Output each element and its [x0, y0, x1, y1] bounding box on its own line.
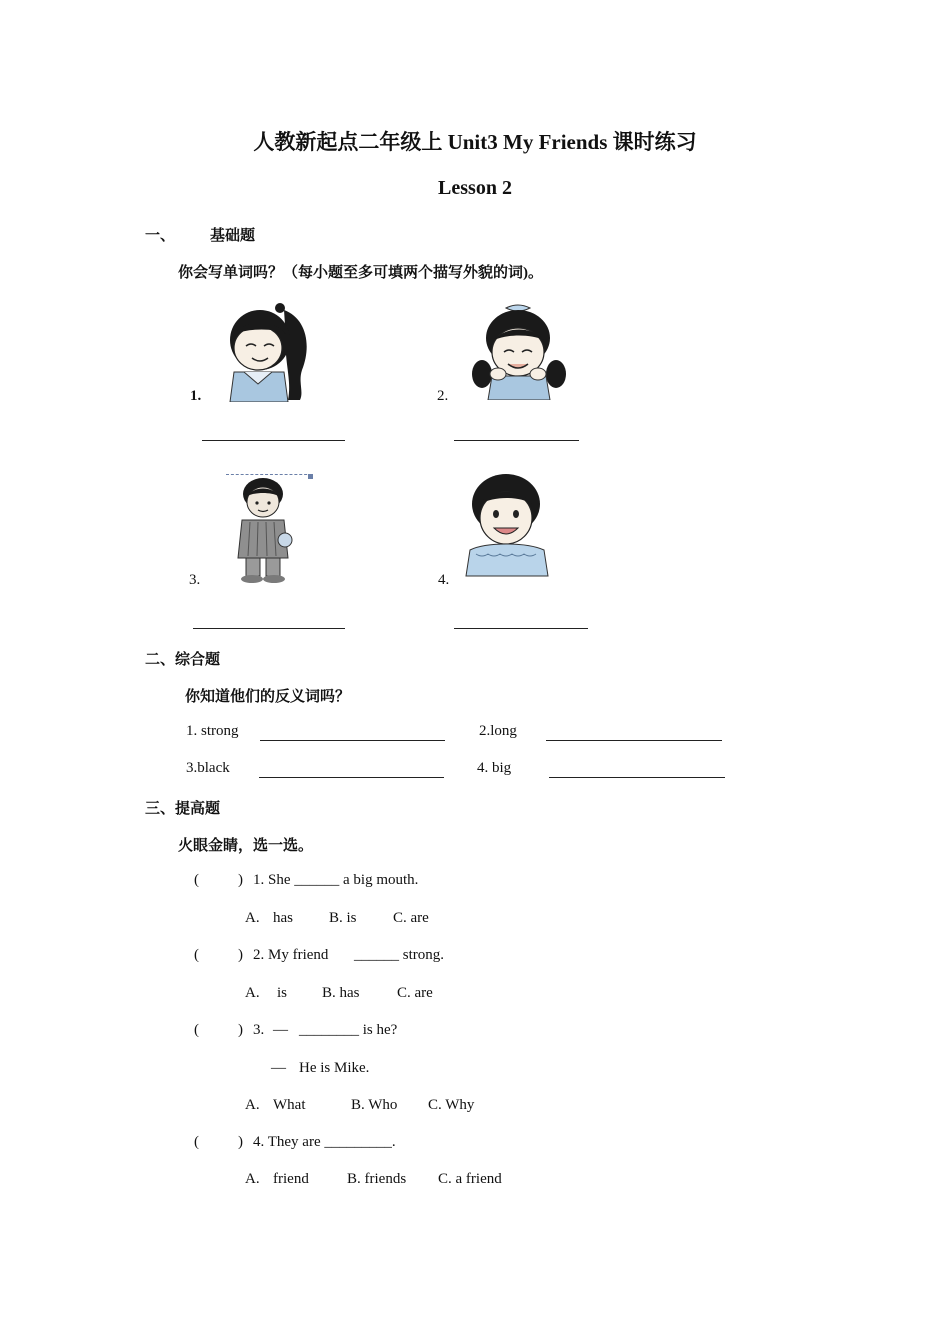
antonym-item-1: 1. strong: [186, 723, 239, 739]
q4-option-c: C. a friend: [438, 1171, 502, 1187]
q4-open-paren: (: [194, 1134, 199, 1150]
item4-label: 4.: [438, 572, 450, 588]
section3-heading: 三、提高题: [145, 801, 221, 817]
q2-close-paren: ): [238, 947, 243, 963]
q3-option-b: B. Who: [351, 1097, 398, 1113]
q2-option-a: is: [277, 985, 288, 1001]
q2-option-a-letter: A.: [245, 985, 260, 1001]
q4-option-a-letter: A.: [245, 1171, 260, 1187]
q3-answer: He is Mike.: [299, 1060, 370, 1076]
antonym-answer-line-2: [546, 740, 722, 741]
section1-instruction: 你会写单词吗？（每小题至多可填两个描写外貌的词)。: [178, 265, 543, 281]
section1-number: 一、: [145, 228, 176, 244]
q1-option-b: B. is: [329, 910, 357, 926]
antonym-answer-line-4: [549, 777, 725, 778]
q2-option-b: B. has: [322, 985, 360, 1001]
image-selection-border: [226, 474, 312, 475]
item1-answer-line: [202, 440, 345, 441]
q3-option-a: What: [273, 1097, 306, 1113]
q3-close-paren: ): [238, 1022, 243, 1038]
q1-option-a: has: [273, 910, 293, 926]
girl-with-bows-illustration: [466, 304, 572, 400]
antonym-item-3: 3.black: [186, 760, 230, 776]
q1-option-c: C. are: [393, 910, 429, 926]
q3-dash: —: [273, 1022, 288, 1038]
q4-option-a: friend: [273, 1171, 309, 1187]
smiling-girl-illustration: [456, 470, 560, 578]
q3-option-c: C. Why: [428, 1097, 475, 1113]
item4-answer-line: [454, 628, 588, 629]
section2-heading: 二、综合题: [145, 652, 221, 668]
q2-text: 2. My friend: [253, 947, 329, 963]
q3-answer-dash: —: [271, 1060, 286, 1076]
q3-blank: ________ is he?: [299, 1022, 398, 1038]
q3-option-a-letter: A.: [245, 1097, 260, 1113]
item2-answer-line: [454, 440, 579, 441]
q1-open-paren: (: [194, 872, 199, 888]
q1-close-paren: ): [238, 872, 243, 888]
image-resize-handle[interactable]: [308, 474, 313, 479]
q4-text: 4. They are _________.: [253, 1134, 396, 1150]
item3-answer-line: [193, 628, 345, 629]
item3-label: 3.: [189, 572, 201, 588]
q2-blank: ______ strong.: [354, 947, 444, 963]
section1-heading: 基础题: [210, 228, 256, 244]
q3-text: 3.: [253, 1022, 265, 1038]
antonym-answer-line-3: [259, 777, 444, 778]
q2-open-paren: (: [194, 947, 199, 963]
q3-open-paren: (: [194, 1022, 199, 1038]
antonym-item-4: 4. big: [477, 760, 512, 776]
antonym-item-2: 2.long: [479, 723, 517, 739]
antonym-answer-line-1: [260, 740, 445, 741]
q2-option-c: C. are: [397, 985, 433, 1001]
section2-instruction: 你知道他们的反义词吗？: [185, 689, 351, 705]
q4-close-paren: ): [238, 1134, 243, 1150]
q4-option-b: B. friends: [347, 1171, 407, 1187]
page-subtitle: Lesson 2: [438, 177, 512, 199]
ponytail-girl-illustration: [214, 300, 318, 402]
section3-instruction: 火眼金睛，选一选。: [178, 838, 314, 854]
item2-label: 2.: [437, 388, 449, 404]
q1-text: 1. She ______ a big mouth.: [253, 872, 419, 888]
boy-illustration: [232, 476, 294, 584]
q1-option-a-letter: A.: [245, 910, 260, 926]
item1-label: 1.: [190, 388, 202, 404]
page-title: 人教新起点二年级上 Unit3 My Friends 课时练习: [253, 130, 697, 154]
